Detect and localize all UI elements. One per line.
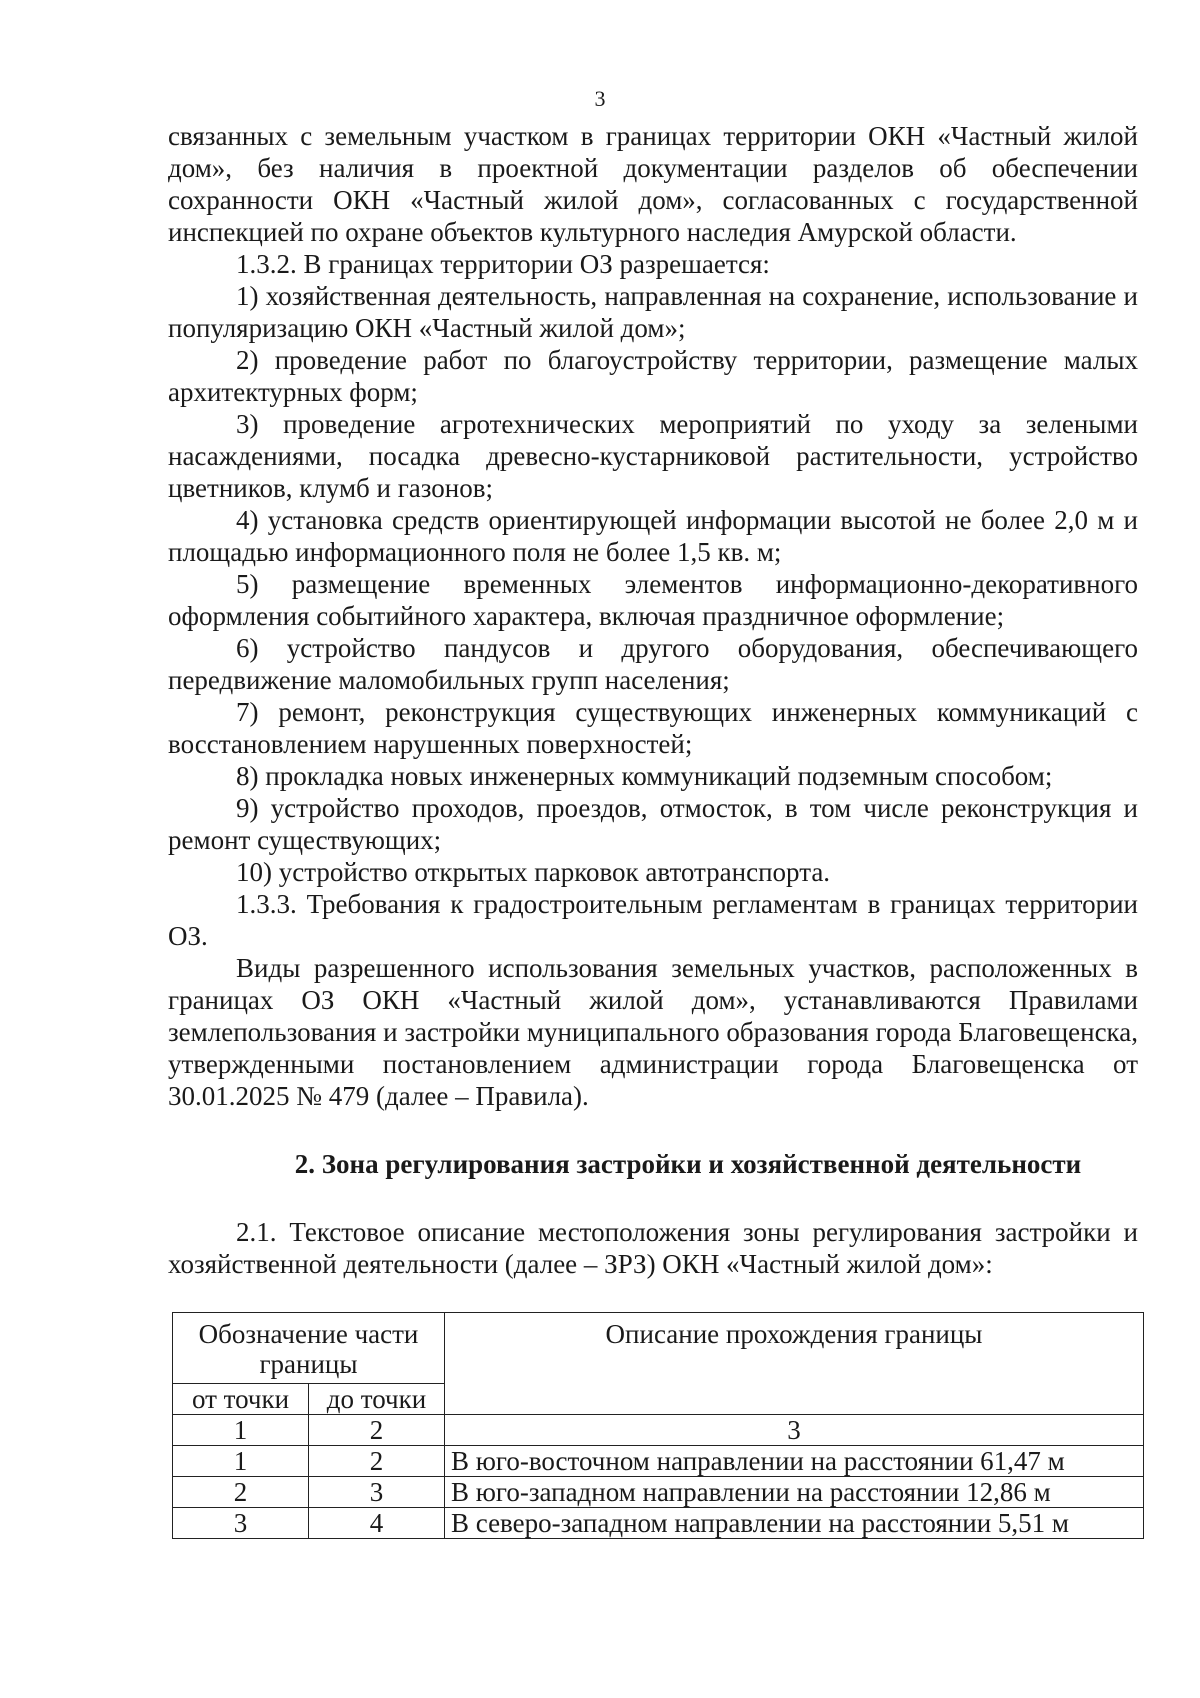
cell-to: 4 [309,1508,445,1539]
paragraph-continuation: связанных с земельным участком в границах территории ОКН «Частный жилой дом», без наличия в проектной документации разделов об обеспечении сохранности ОКН «Частный жилой дом», согласованных с государственной инспекцией по охране объектов культурного наследия Амурской области. [168,121,1138,247]
col-number: 1 [173,1415,309,1446]
list-item-10: 10) устройство открытых парковок автотранспорта. [236,857,831,887]
cell-to: 2 [309,1446,445,1477]
table-row [173,1477,1144,1508]
list-item-2: 2) проведение работ по благоустройству территории, размещение малых архитектурных форм; [168,345,1138,407]
header-desc: Описание прохождения границы [445,1313,1144,1415]
cell-from: 1 [173,1446,309,1477]
boundary-table [172,1312,1144,1539]
body-text [168,120,1138,1280]
section-heading: 2. Зона регулирования застройки и хозяйственной деятельности [294,1149,1082,1179]
cell-desc: В северо-западном направлении на расстоянии 5,51 м [445,1508,1144,1539]
paragraph-1-3-3: 1.3.3. Требования к градостроительным регламентам в границах территории ОЗ. [168,889,1138,951]
list-item-9: 9) устройство проходов, проездов, отмосток, в том числе реконструкция и ремонт существующих; [168,793,1138,855]
cell-from: 3 [173,1508,309,1539]
cell-to: 3 [309,1477,445,1508]
cell-desc: В юго-западном направлении на расстоянии 12,86 м [445,1477,1144,1508]
paragraph-1-3-2: 1.3.2. В границах территории ОЗ разрешается: [236,249,770,279]
cell-from: 2 [173,1477,309,1508]
table-row [173,1508,1144,1539]
list-item-6: 6) устройство пандусов и другого оборудования, обеспечивающего передвижение маломобильных групп населения; [168,633,1138,695]
list-item-4: 4) установка средств ориентирующей информации высотой не более 2,0 м и площадью информационного поля не более 1,5 кв. м; [168,505,1138,567]
table-row [173,1415,1144,1446]
list-item-3: 3) проведение агротехнических мероприятий по уходу за зелеными насаждениями, посадка древесно-кустарниковой растительности, устройство цветников, клумб и газонов; [168,409,1138,503]
header-from: от точки [173,1384,309,1415]
header-to: до точки [309,1384,445,1415]
list-item-1: 1) хозяйственная деятельность, направленная на сохранение, использование и популяризацию ОКН «Частный жилой дом»; [168,281,1138,343]
paragraph-land-use: Виды разрешенного использования земельных участков, расположенных в границах ОЗ ОКН «Частный жилой дом», устанавливаются Правилами землепользования и застройки муниципального образования города Благовещенска, утвержденными постановлением администрации города Благовещенска от 30.01.2025 № 479 (далее – Правила). [168,953,1138,1111]
list-item-7: 7) ремонт, реконструкция существующих инженерных коммуникаций с восстановлением нарушенных поверхностей; [168,697,1138,759]
cell-desc: В юго-восточном направлении на расстоянии 61,47 м [445,1446,1144,1477]
paragraph-2-1: 2.1. Текстовое описание местоположения зоны регулирования застройки и хозяйственной деятельности (далее – ЗРЗ) ОКН «Частный жилой дом»: [168,1217,1138,1279]
col-number: 3 [445,1415,1144,1446]
table-row [173,1446,1144,1477]
page-number: 3 [594,86,606,111]
list-item-8: 8) прокладка новых инженерных коммуникаций подземным способом; [236,761,1053,791]
col-number: 2 [309,1415,445,1446]
list-item-5: 5) размещение временных элементов информационно-декоративного оформления событийного характера, включая праздничное оформление; [168,569,1138,631]
header-part: Обозначение части границы [173,1313,445,1384]
